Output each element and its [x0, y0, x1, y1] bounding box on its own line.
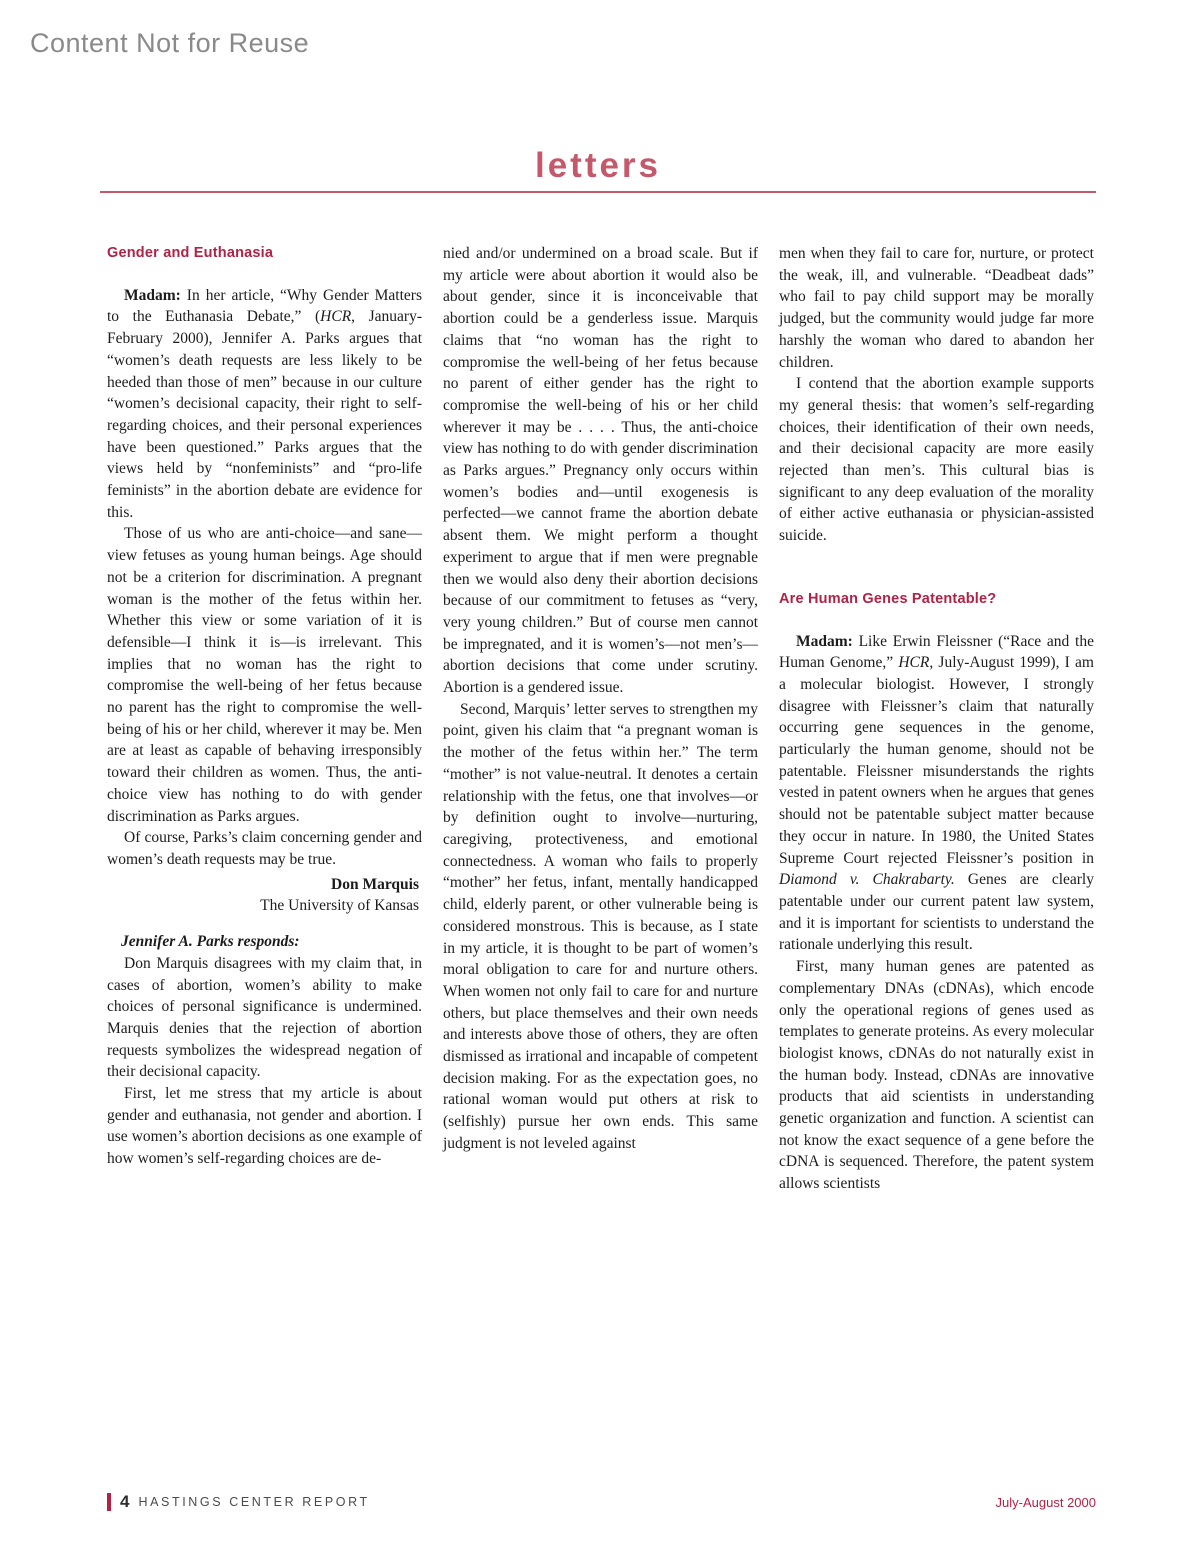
paragraph: [779, 956, 1094, 1195]
text-segment: Madam:: [796, 632, 853, 650]
journal-name: HASTINGS CENTER REPORT: [138, 1495, 370, 1509]
text-segment: Gender and Euthanasia: [107, 245, 274, 261]
text-segment: Those of us who are anti-choice—and sane—view fetuses as young human beings. Age should not be a criterion for discrimination. A pregnant woman is the mother of the fetus within her. Whether this view or some variation of it is defensible—I think it is—is irrelevant. This implies that no woman has the right to compromise the well-being of her fetus because no parent has the right to compromise the well-being of his or her child, wherever it may be. Men are at least as capable of behaving irresponsibly toward their children as women. Thus, the anti-choice view has nothing to do with gender discrimination as Parks argues.: [107, 525, 422, 825]
text-segment: First, let me stress that my article is about gender and euthanasia, not gender and abortion. I use women’s abortion decisions as one example of how women’s self-regarding choices are de-: [107, 1085, 422, 1168]
paragraph: [443, 699, 758, 1155]
page-footer: [107, 1492, 1096, 1512]
text-segment: Are Human Genes Patentable?: [779, 590, 997, 607]
paragraph: [779, 243, 1094, 373]
responds-heading: [107, 931, 422, 953]
text-segment: Like Erwin Fleissner (“Race and the Human Genome,”: [779, 632, 1094, 672]
paragraph: [107, 827, 422, 870]
text-segment: Jennifer A. Parks responds:: [121, 933, 300, 951]
paragraph: [107, 953, 422, 1083]
text-segment: Diamond v. Chakrabarty.: [779, 871, 955, 889]
paragraph: [107, 285, 422, 524]
paragraph: [779, 631, 1094, 957]
text-segment: Genes are clearly patentable under our current patent law system, and it is important for scientists to understand the rationale underlying this result.: [779, 871, 1094, 954]
text-segment: Of course, Parks’s claim concerning gender and women’s death requests may be true.: [107, 829, 422, 868]
paragraph: [443, 243, 758, 699]
text-column-3: [779, 243, 1094, 1195]
text-segment: First, many human genes are patented as complementary DNAs (cDNAs), which encode only the operational regions of genes used as templates to generate proteins. As every molecular biologist knows, cDNAs do not naturally exist in the human body. Instead, cDNAs are innovative products that aid scientists in understanding genetic organization and function. A scientist can not know the exact sequence of a gene before the cDNA is sequenced. Therefore, the patent system allows scientists: [779, 958, 1094, 1193]
issue-date: July-August 2000: [995, 1494, 1096, 1510]
text-segment: I contend that the abortion example supports my general thesis: that women’s self-regarding choices, their identification of their own needs, and their decisional capacity are more easily rejected than men’s. This cultural bias is significant to any deep evaluation of the morality of either active euthanasia or physician-assisted suicide.: [779, 375, 1094, 545]
watermark-text: Content Not for Reuse: [30, 28, 310, 58]
footer-accent-bar: [107, 1493, 111, 1511]
footer-left: [107, 1492, 370, 1512]
text-segment: In her article, “Why Gender Matters to the Euthanasia Debate,” (: [107, 286, 422, 326]
paragraph: [107, 1083, 422, 1170]
text-segment: Second, Marquis’ letter serves to strengthen my point, given his claim that “a pregnant woman is the mother of the fetus within her.” The term “mother” is not value-neutral. It denotes a certain relationship with the fetus, one that involves—or by definition ought to involve—nurturing, caregiving, protectiveness, and emotional connectedness. A woman who fails to properly “mother” her fetus, infant, mentally handicapped child, elderly parent, or other vulnerable being is considered monstrous. This is because, as I state in my article, it is thought to be part of women’s moral obligation to care for and nurture others. When women not only fail to care for and nurture others, but place themselves and their own needs and interests above those of others, they are often dismissed as irrational and incapable of competent decision making. For as the expectation goes, no rational woman would put others at risk to (selfishly) pursue her own ends. This same judgment is not leveled against: [443, 700, 758, 1152]
text-segment: , January-February 2000), Jennifer A. Parks argues that “women’s death requests are less likely to be heeded than those of men” because in our culture “women’s decisional capacity, their right to self-regarding choices, and their personal experiences have been questioned.” Parks argues that the views held by “nonfeminists” and “pro-life feminists” in the abortion debate are evidence for this.: [107, 308, 422, 521]
text-segment: nied and/or undermined on a broad scale. But if my article were about abortion it would also be about gender, since it is inconceivable that abortion could be a genderless issue. Marquis claims that “no woman has the right to compromise the well-being of her fetus because no parent of either gender has the right to compromise the well-being of his or her child wherever it may be . . . . Thus, the anti-choice view has nothing to do with gender discrimination as Parks argues.” Pregnancy only occurs within women’s bodies and—until exogenesis is perfected—we cannot frame the abortion debate absent them. We might perform a thought experiment to argue that if men were pregnable then we would also deny their abortion decisions because of our commitment to fetuses as “very, very young children.” But of course men cannot be impregnated, and it is women’s—not men’s—abortion decisions that come under scrutiny. Abortion is a gendered issue.: [443, 245, 758, 697]
paragraph: [107, 523, 422, 827]
text-column-1: [107, 243, 422, 1195]
text-column-2: [443, 243, 758, 1195]
page-number: 4: [120, 1492, 130, 1511]
section-heading: [107, 243, 422, 265]
text-segment: Don Marquis: [331, 875, 419, 893]
paragraph: [779, 373, 1094, 547]
text-segment: The University of Kansas: [260, 897, 419, 915]
signature: [107, 874, 422, 896]
text-segment: men when they fail to care for, nurture, or protect the weak, ill, and vulnerable. “Deadbeat dads” who fail to pay child support may be morally judged, but the community would judge far more harshly the woman who dared to abandon her children.: [779, 245, 1094, 371]
text-segment: , July-August 1999), I am a molecular biologist. However, I strongly disagree with Fleissner’s claim that naturally occurring gene sequences in the genome, particularly the human genome, should not be patentable. Fleissner misunderstands the rights vested in patent owners when he argues that genes should not be patentable subject matter because they occur in nature. In 1980, the United States Supreme Court rejected Fleissner’s position in: [779, 654, 1094, 867]
text-segment: HCR: [898, 654, 930, 672]
article-columns: [107, 243, 1094, 1195]
text-segment: Don Marquis disagrees with my claim that, in cases of abortion, women’s ability to make choices of personal significance is undermined. Marquis denies that the rejection of abortion requests symbolizes the widespread negation of their decisional capacity.: [107, 954, 422, 1081]
section-heading: [779, 589, 1094, 611]
text-segment: Madam:: [124, 286, 181, 304]
text-segment: HCR: [320, 308, 352, 326]
masthead: [100, 146, 1096, 193]
section-title: letters: [534, 146, 662, 185]
affiliation: [107, 895, 422, 917]
